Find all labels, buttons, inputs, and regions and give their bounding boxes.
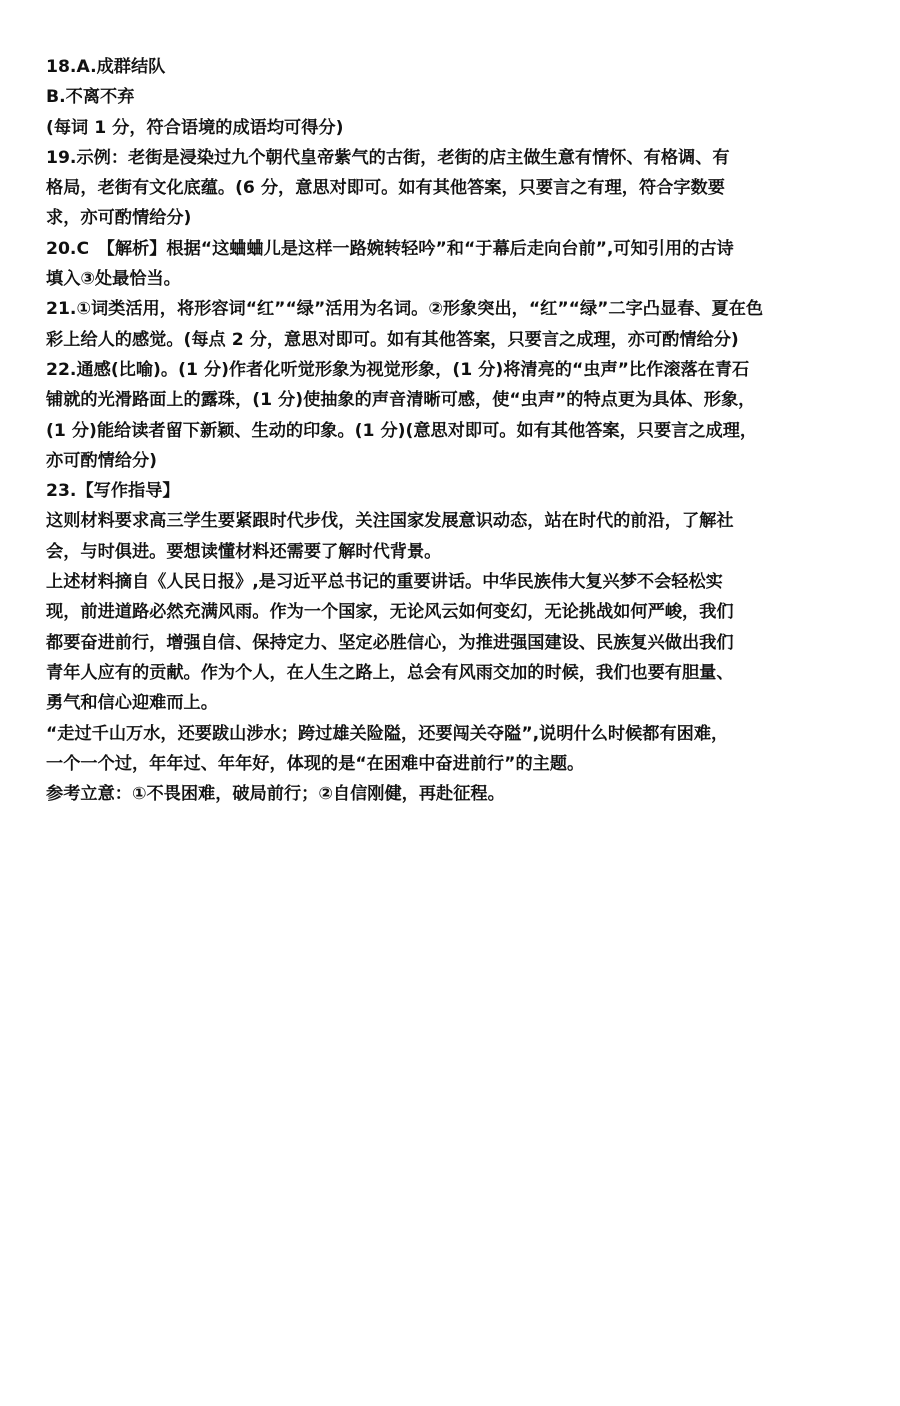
answer-23-line-8: “走过千山万水，还要跋山涉水；跨过雄关险隘，还要闯关夺隘”,说明什么时候都有困难， <box>46 723 729 744</box>
answer-18-b: B.不离不弃 <box>46 87 135 108</box>
answer-text-block <box>46 52 856 809</box>
answer-23-line-1: 这则材料要求高三学生要紧跟时代步伐，关注国家发展意识动态，站在时代的前沿，了解社 <box>46 511 734 532</box>
answer-21-line-2: 彩上给人的感觉。(每点 2 分，意思对即可。如有其他答案，只要言之成理，亦可酌情给分) <box>46 329 739 350</box>
answer-23-line-5: 都要奋进前行，增强自信、保持定力、坚定必胜信心，为推进强国建设、民族复兴做出我们 <box>46 632 734 653</box>
answer-23-line-6: 青年人应有的贡献。作为个人，在人生之路上，总会有风雨交加的时候，我们也要有胆量、 <box>46 662 734 683</box>
answer-22-line-4: 亦可酌情给分) <box>46 450 157 471</box>
answer-22-line-1: 22.通感(比喻)。(1 分)作者化听觉形象为视觉形象，(1 分)将清亮的“虫声”比作滚落在青石 <box>46 359 750 380</box>
answer-23-line-7: 勇气和信心迎难而上。 <box>46 693 218 714</box>
answer-19-line-3: 求，亦可酌情给分) <box>46 208 192 229</box>
answer-19-line-1: 19.示例：老街是浸染过九个朝代皇帝紫气的古街，老街的店主做生意有情怀、有格调、有 <box>46 147 730 168</box>
answer-20-line-2: 填入③处最恰当。 <box>46 269 181 290</box>
answer-22-line-3: (1 分)能给读者留下新颖、生动的印象。(1 分)(意思对即可。如有其他答案，只要言之成理， <box>46 420 758 441</box>
answer-23-line-2: 会，与时俱进。要想读懂材料还需要了解时代背景。 <box>46 541 442 562</box>
answer-23-reference-ideas: 参考立意：①不畏困难，破局前行；②自信刚健，再赴征程。 <box>46 784 505 805</box>
answer-19-line-2: 格局，老街有文化底蕴。(6 分，意思对即可。如有其他答案，只要言之有理，符合字数要 <box>46 178 725 199</box>
answer-23-line-9: 一个一个过，年年过、年年好，体现的是“在困难中奋进前行”的主题。 <box>46 753 585 774</box>
answer-18-note: (每词 1 分，符合语境的成语均可得分) <box>46 117 344 138</box>
answer-23-line-3: 上述材料摘自《人民日报》,是习近平总书记的重要讲话。中华民族伟大复兴梦不会轻松实 <box>46 572 723 593</box>
answer-23-line-4: 现，前进道路必然充满风雨。作为一个国家，无论风云如何变幻，无论挑战如何严峻，我们 <box>46 602 734 623</box>
answer-21-line-1: 21.①词类活用，将形容词“红”“绿”活用为名词。②形象突出，“红”“绿”二字凸显春、夏在色 <box>46 299 764 320</box>
answer-20-line-1: 20.C 【解析】根据“这蛐蛐儿是这样一路婉转轻吟”和“于幕后走向台前”,可知引用的古诗 <box>46 238 734 259</box>
answer-23-heading: 23.【写作指导】 <box>46 481 180 502</box>
answer-22-line-2: 铺就的光滑路面上的露珠，(1 分)使抽象的声音清晰可感，使“虫声”的特点更为具体、形象， <box>46 390 756 411</box>
answer-18-a: 18.A.成群结队 <box>46 57 166 77</box>
